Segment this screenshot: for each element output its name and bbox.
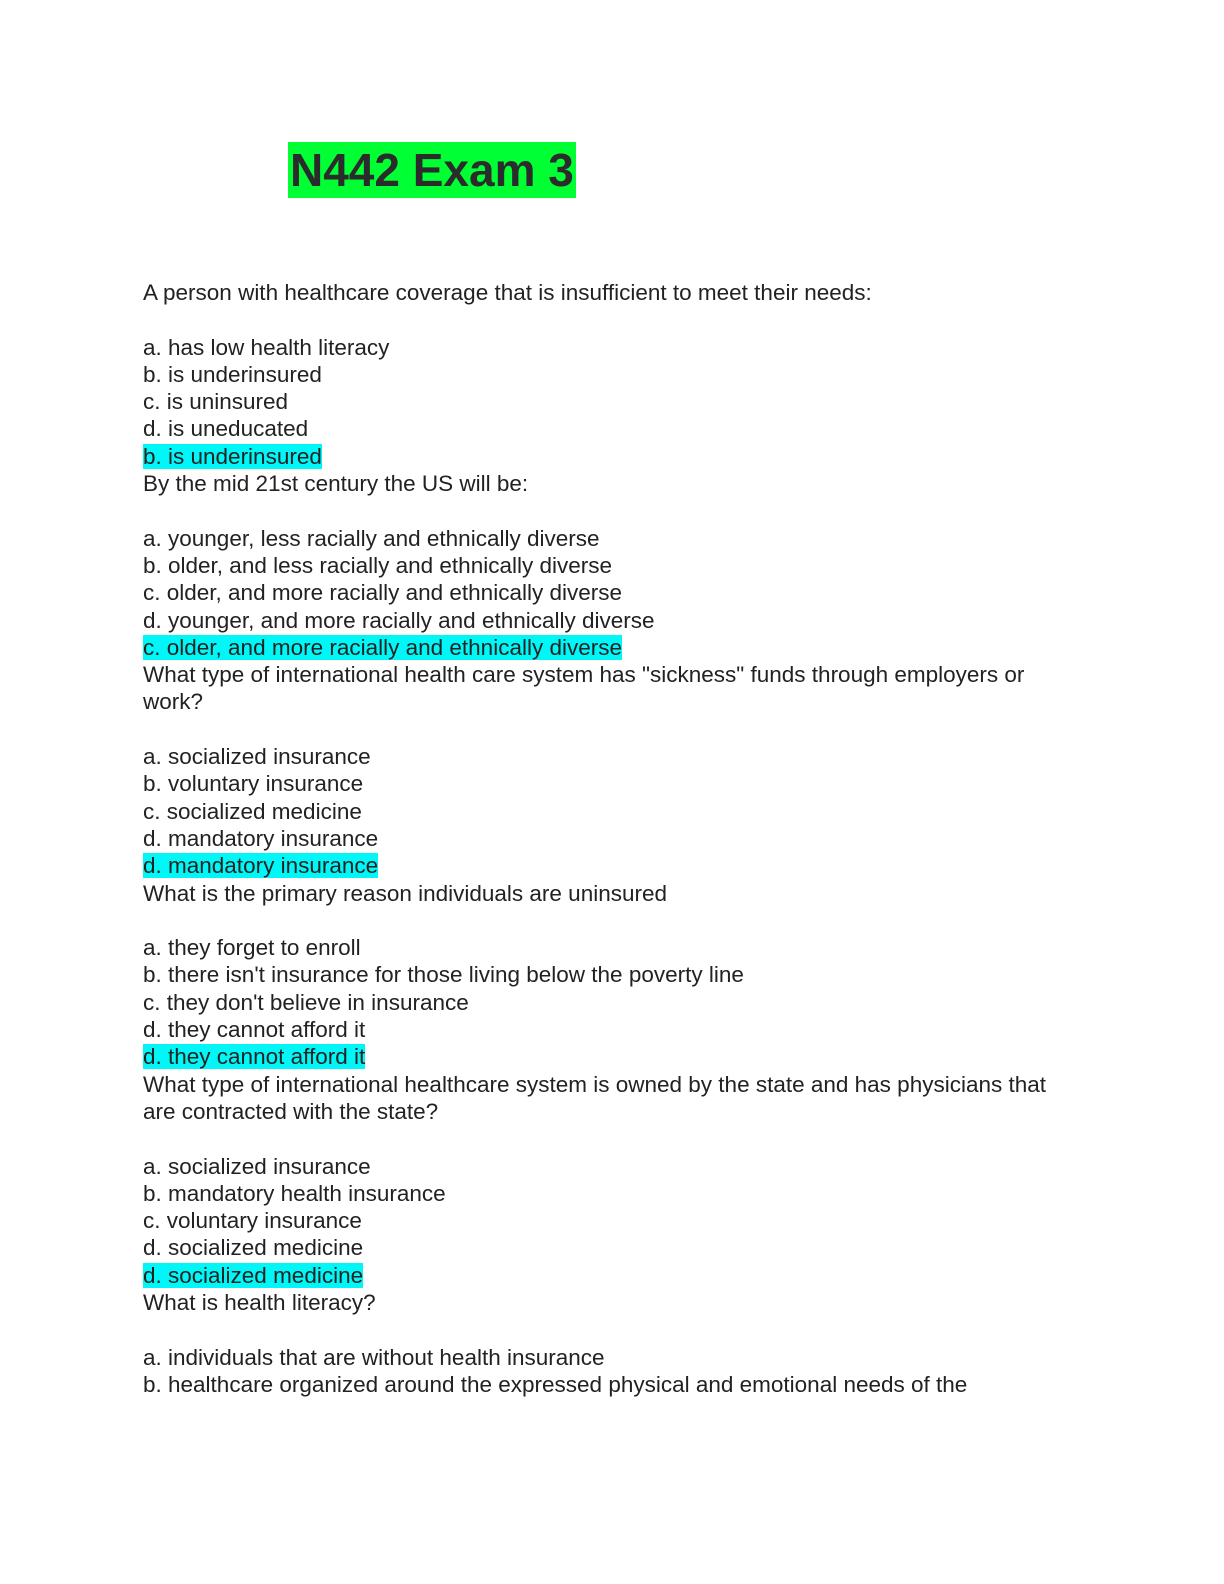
blank-line [143,1316,1063,1343]
option-d: d. mandatory insurance [143,825,379,851]
question-block [143,279,1063,470]
question-text: What is the primary reason individuals are uninsured [143,880,668,906]
option-a: a. individuals that are without health insurance [143,1344,605,1370]
question-text: What is health literacy? [143,1289,376,1315]
option-d: d. socialized medicine [143,1235,364,1261]
page-title: N442 Exam 3 [290,144,574,196]
option-a: a. younger, less racially and ethnically diverse [143,525,600,551]
question-block [143,880,1063,1071]
question-block [143,1071,1063,1289]
question-block [143,1289,1063,1398]
question-text: A person with healthcare coverage that is insufficient to meet their needs: [143,280,872,305]
option-c: c. they don't believe in insurance [143,989,469,1015]
blank-line [143,306,1063,333]
question-text: What type of international healthcare system is owned by the state and has physicians that are contracted with the state? [143,1071,1047,1124]
highlighted-answer: d. mandatory insurance [143,853,379,879]
highlighted-answer: c. older, and more racially and ethnically diverse [143,634,622,660]
option-b: b. older, and less racially and ethnically diverse [143,552,613,578]
option-a: a. has low health literacy [143,334,390,360]
blank-line [143,497,1063,524]
option-b: b. there isn't insurance for those living below the poverty line [143,962,744,988]
option-b: b. voluntary insurance [143,771,364,797]
question-block [143,470,1063,661]
option-b: b. is underinsured [143,361,322,387]
option-a: a. socialized insurance [143,1153,371,1179]
option-d: d. they cannot afford it [143,1017,366,1043]
blank-line [143,907,1063,934]
question-list [143,279,1063,1398]
option-a: a. they forget to enroll [143,935,361,961]
option-d: d. is uneducated [143,416,309,442]
highlighted-answer: d. they cannot afford it [143,1044,366,1070]
option-b: b. mandatory health insurance [143,1180,446,1206]
question-text: What type of international health care system has "sickness" funds through employers or work? [143,662,1025,715]
option-c: c. voluntary insurance [143,1208,362,1234]
question-text: By the mid 21st century the US will be: [143,471,529,497]
blank-line [143,1125,1063,1152]
option-c: c. older, and more racially and ethnically diverse [143,580,622,606]
question-block [143,661,1063,879]
highlighted-answer: b. is underinsured [143,443,322,469]
option-c: c. is uninsured [143,389,289,415]
highlighted-answer: d. socialized medicine [143,1262,364,1288]
blank-line [143,716,1063,743]
option-a: a. socialized insurance [143,744,371,770]
option-c: c. socialized medicine [143,798,362,824]
option-d: d. younger, and more racially and ethnically diverse [143,607,655,633]
option-b: b. healthcare organized around the expressed physical and emotional needs of the [143,1371,968,1397]
